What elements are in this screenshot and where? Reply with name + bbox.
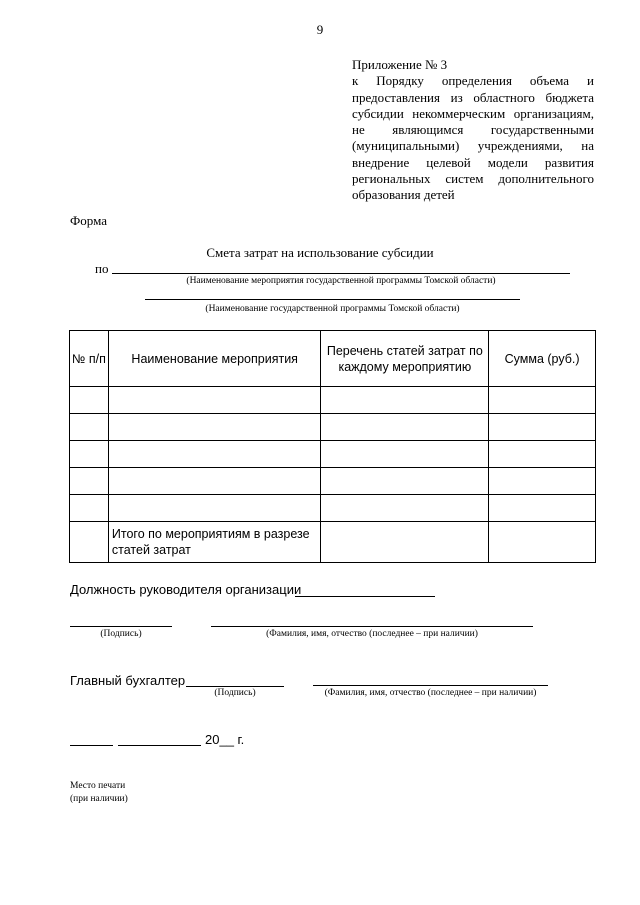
table-cell[interactable] [70,495,109,522]
accountant-signature-line[interactable] [186,686,284,687]
estimate-table [69,330,596,563]
date-month-line[interactable] [118,745,201,746]
stamp-line-2: (при наличии) [70,794,128,804]
program-name-line [145,299,520,300]
stamp-place [70,780,128,806]
accountant-name-caption: (Фамилия, имя, отчество (последнее – при наличии) [324,688,537,698]
table-cell[interactable] [108,495,321,522]
table-cell[interactable] [321,441,489,468]
date-year: 20__ г. [205,732,245,747]
header-event-name: Наименование мероприятия [108,331,321,387]
page-number: 9 [316,22,324,37]
form-label: Форма [70,213,107,228]
table-row [70,441,596,468]
stamp-line-1: Место печати [70,781,126,791]
table-cell[interactable] [321,468,489,495]
head-name-line[interactable] [211,626,533,627]
table-cell[interactable] [70,414,109,441]
table-row [70,468,596,495]
table-cell[interactable] [70,468,109,495]
po-label: по [95,261,109,276]
head-position-label: Должность руководителя организации [70,582,302,597]
table-header-row [70,331,596,387]
header-number: № п/п [70,331,109,387]
head-signature-line[interactable] [70,626,172,627]
table-cell[interactable] [489,468,596,495]
program-name-caption: (Наименование государственной программы Томской области) [205,304,460,314]
header-cost-items: Перечень статей затрат по каждому мероприятию [321,331,489,387]
table-total-row [70,522,596,563]
event-name-line [112,273,570,274]
date-day-line[interactable] [70,745,113,746]
table-row [70,414,596,441]
table-cell[interactable] [489,522,596,563]
table-cell[interactable] [70,387,109,414]
table-row [70,387,596,414]
estimate-title: Смета затрат на использование субсидии [206,245,434,260]
accountant-label: Главный бухгалтер [70,673,186,688]
appendix-text: к Порядку определения объема и предоставления из областного бюджета субсидии некоммерческим организациям, не являющимся государственными (муниципальными) учреждениями, на внедрение целевой модели развития региональных систем дополнительного образования детей [352,73,594,203]
head-position-line[interactable] [295,596,435,597]
table-cell[interactable] [70,441,109,468]
event-name-caption: (Наименование мероприятия государственной программы Томской области) [186,276,496,286]
accountant-signature-caption: (Подпись) [214,688,256,698]
table-row [70,495,596,522]
appendix-title: Приложение № 3 [352,57,448,72]
accountant-name-line[interactable] [313,685,548,686]
table-cell[interactable] [108,468,321,495]
total-label: Итого по мероприятиям в разрезе статей затрат [108,522,321,563]
head-name-caption: (Фамилия, имя, отчество (последнее – при наличии) [266,629,478,639]
table-cell[interactable] [489,414,596,441]
table-cell[interactable] [321,387,489,414]
table-cell[interactable] [70,522,109,563]
table-cell[interactable] [321,414,489,441]
appendix-block [352,57,594,204]
head-signature-caption: (Подпись) [100,629,142,639]
table-cell[interactable] [489,387,596,414]
table-cell[interactable] [321,522,489,563]
table-cell[interactable] [321,495,489,522]
table-cell[interactable] [108,387,321,414]
table-cell[interactable] [489,495,596,522]
table-cell[interactable] [108,441,321,468]
header-sum: Сумма (руб.) [489,331,596,387]
table-cell[interactable] [489,441,596,468]
table-cell[interactable] [108,414,321,441]
